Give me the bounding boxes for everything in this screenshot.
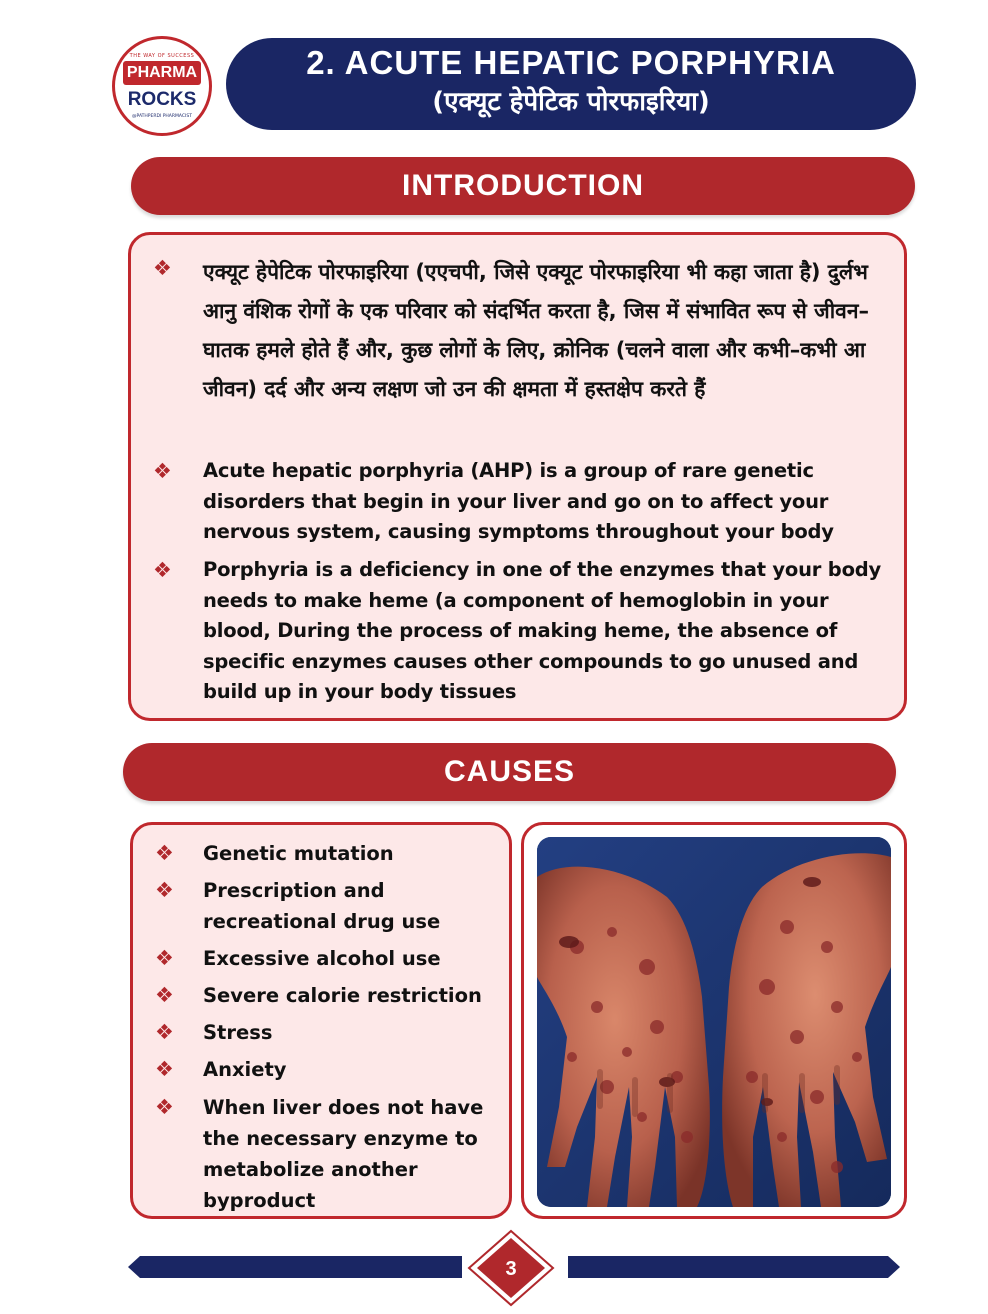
introduction-heading: INTRODUCTION xyxy=(131,157,915,215)
logo-tagline: THE WAY OF SUCCESS xyxy=(129,53,195,59)
bullet-diamond-icon: ❖ xyxy=(155,946,174,970)
bullet-diamond-icon: ❖ xyxy=(155,878,174,902)
bullet-diamond-icon: ❖ xyxy=(155,1020,174,1044)
cause-text: Excessive alcohol use xyxy=(203,947,441,970)
bullet-diamond-icon: ❖ xyxy=(153,558,172,582)
logo-word-rocks: ROCKS xyxy=(127,89,197,110)
cause-text: Anxiety xyxy=(203,1058,287,1081)
bullet-diamond-icon: ❖ xyxy=(155,983,174,1007)
cause-text: Severe calorie restriction xyxy=(203,984,482,1007)
logo-subline: @PATHPERDI PHARMACIST xyxy=(132,114,192,119)
cause-text: Prescription and recreational drug use xyxy=(203,879,441,933)
cause-text: Stress xyxy=(203,1021,273,1044)
page-number: 3 xyxy=(505,1258,517,1280)
page-title: 2. ACUTE HEPATIC PORPHYRIA xyxy=(306,44,836,81)
bullet-diamond-icon: ❖ xyxy=(153,459,172,483)
intro-bullet-text: Porphyria is a deficiency in one of the enzymes that your body needs to make heme (a component of hemoglobin in your blood, During the process of making heme, the absence of specific enzymes causes other compounds to go unused and build up in your body tissues xyxy=(203,558,882,703)
intro-hindi-text: एक्यूट हेपेटिक पोरफाइरिया (एएचपी, जिसे एक्यूट पोरफाइरिया भी कहा जाता है) दुर्लभ आनु वंशिक रोगों के एक परिवार को संदर्भित करता है, जिस में संभावित रूप से जीवन–घातक हमले होते हैं और, कुछ लोगों के लिए, क्रोनिक (चलने वाला और कभी–कभी आ जीवन) दर्द और अन्य लक्षण जो उन की क्षमता में हस्तक्षेप करते हैं xyxy=(203,260,870,401)
page-title-hindi: (एक्यूट हेपेटिक पोरफाइरिया) xyxy=(432,87,710,117)
cause-text: Genetic mutation xyxy=(203,842,394,865)
logo-word-pharma: PHARMA xyxy=(123,61,201,85)
bullet-diamond-icon: ❖ xyxy=(153,256,172,280)
bullet-diamond-icon: ❖ xyxy=(155,1057,174,1081)
bullet-diamond-icon: ❖ xyxy=(155,841,174,865)
intro-bullet-text: Acute hepatic porphyria (AHP) is a group of rare genetic disorders that begin in your liver and go on to affect your nervous system, causing symptoms throughout your body xyxy=(203,459,834,543)
bullet-diamond-icon: ❖ xyxy=(155,1095,174,1119)
cause-text: When liver does not have the necessary enzyme to metabolize another byproduct xyxy=(203,1096,484,1212)
causes-heading: CAUSES xyxy=(123,743,896,801)
